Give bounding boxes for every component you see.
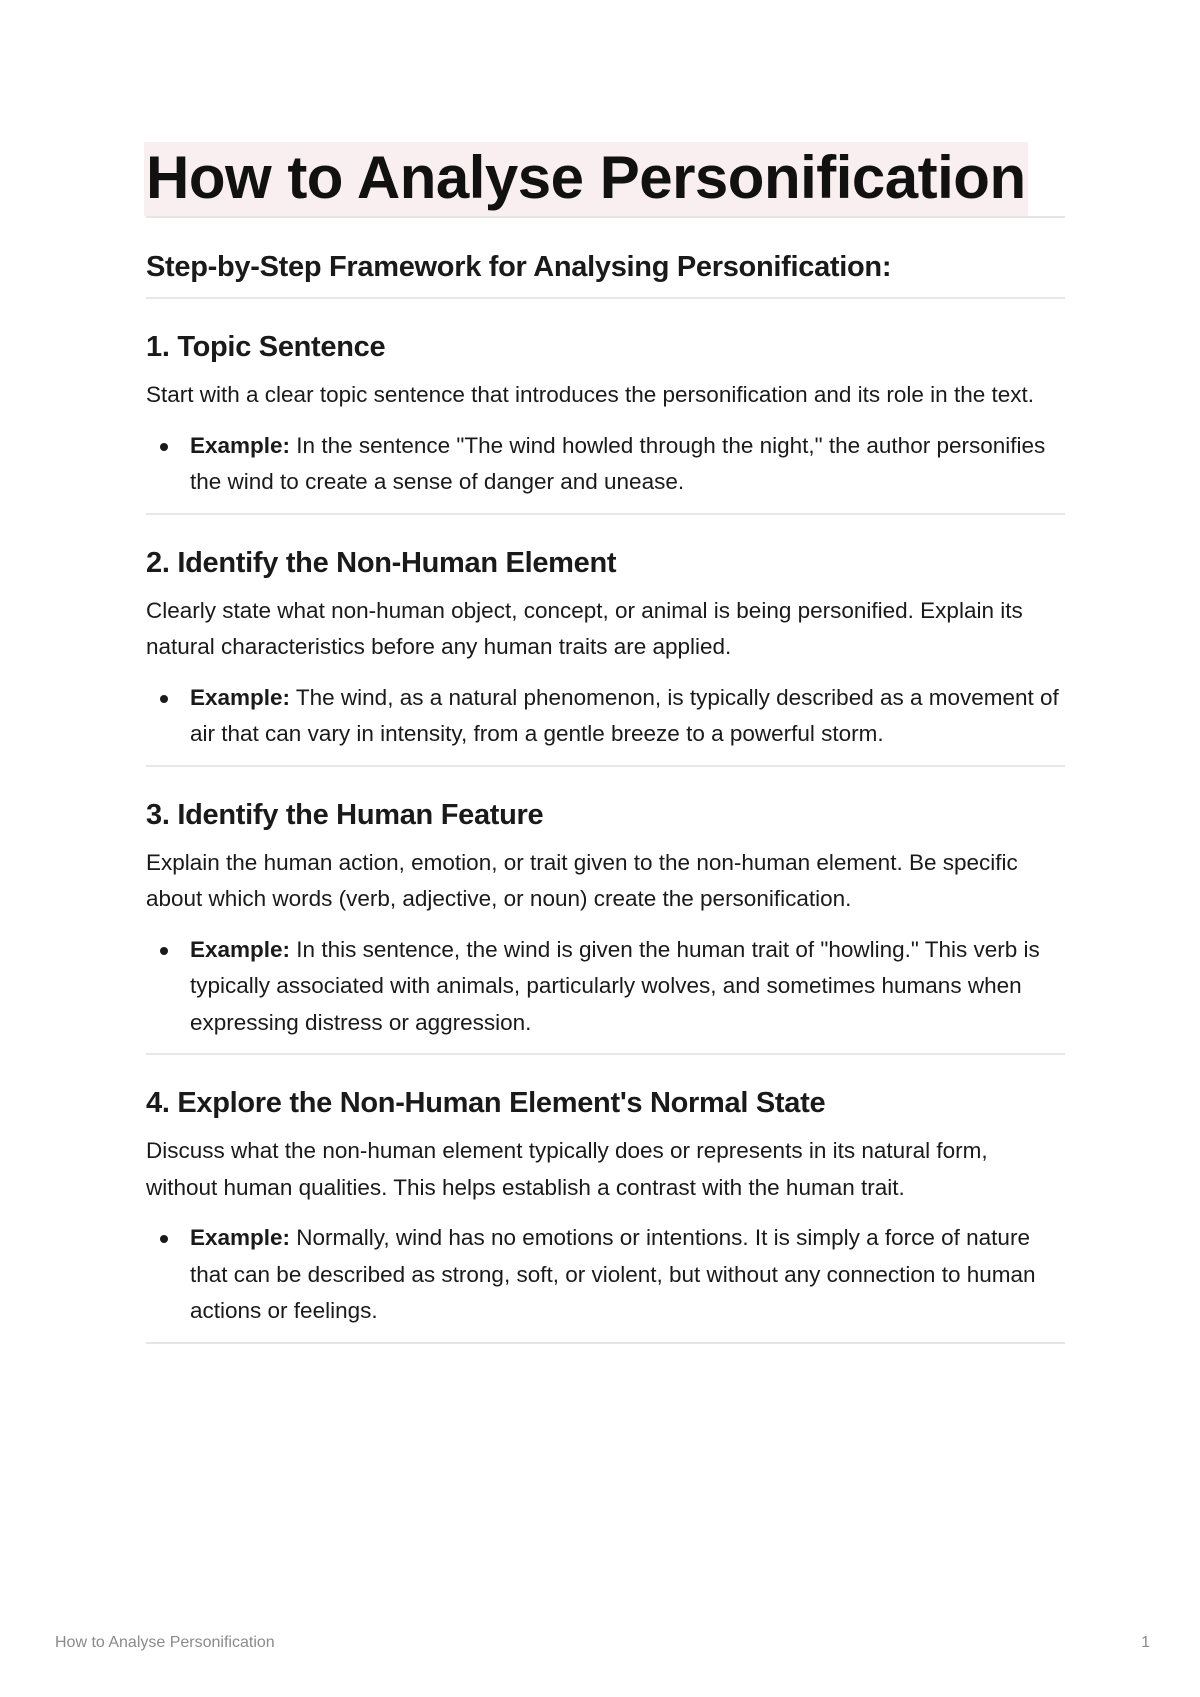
section-heading: 3. Identify the Human Feature bbox=[146, 798, 544, 831]
section-heading: 2. Identify the Non-Human Element bbox=[146, 546, 617, 579]
bullet-icon bbox=[160, 695, 168, 703]
section-normal-state bbox=[146, 1085, 1065, 1330]
example-label: Example: bbox=[190, 1225, 291, 1250]
bullet-icon bbox=[160, 1235, 168, 1243]
example-label: Example: bbox=[190, 432, 291, 458]
example-item bbox=[190, 428, 1065, 501]
example-label: Example: bbox=[190, 684, 291, 710]
example-item bbox=[190, 1220, 1065, 1330]
example-list bbox=[146, 680, 1065, 753]
section-heading: 4. Explore the Non-Human Element's Normal State bbox=[146, 1087, 826, 1119]
example-item bbox=[190, 680, 1065, 753]
title-highlight bbox=[144, 142, 1028, 216]
section-body: Clearly state what non-human object, concept, or animal is being personified. Explain its natural characteristics before any human traits are applied. bbox=[146, 597, 1023, 659]
section-human-feature bbox=[146, 797, 1065, 1042]
section-heading: 1. Topic Sentence bbox=[146, 331, 386, 363]
example-text: In this sentence, the wind is given the human trait of "howling." This verb is typically associated with animals, particularly wolves, and sometimes humans when expressing distress or aggression. bbox=[190, 936, 1040, 1035]
divider bbox=[146, 297, 1065, 299]
page-title: How to Analyse Personification bbox=[146, 144, 1026, 211]
page-number: 1 bbox=[1141, 1634, 1150, 1651]
bullet-icon bbox=[160, 443, 168, 451]
example-text: The wind, as a natural phenomenon, is typically described as a movement of air that can vary in intensity, from a gentle breeze to a powerful storm. bbox=[190, 684, 1059, 746]
example-item bbox=[190, 932, 1065, 1042]
footer-title: How to Analyse Personification bbox=[55, 1634, 275, 1651]
divider bbox=[146, 513, 1065, 515]
divider bbox=[146, 765, 1065, 767]
example-text: In the sentence "The wind howled through the night," the author personifies the wind to create a sense of danger and unease. bbox=[190, 432, 1046, 494]
document-page bbox=[146, 142, 1065, 1344]
example-text: Normally, wind has no emotions or intentions. It is simply a force of nature that can be described as strong, soft, or violent, but without any connection to human actions or feelings. bbox=[190, 1225, 1036, 1323]
section-body: Discuss what the non-human element typically does or represents in its natural form, without human qualities. This helps establish a contrast with the human trait. bbox=[146, 1138, 988, 1200]
divider bbox=[146, 1053, 1065, 1055]
bullet-icon bbox=[160, 947, 168, 955]
example-label: Example: bbox=[190, 936, 291, 962]
example-list bbox=[146, 1220, 1065, 1330]
section-non-human-element bbox=[146, 545, 1065, 753]
example-list bbox=[146, 932, 1065, 1042]
divider bbox=[146, 1342, 1065, 1344]
section-topic-sentence bbox=[146, 329, 1065, 501]
divider bbox=[146, 216, 1065, 218]
example-list bbox=[146, 428, 1065, 501]
section-body: Explain the human action, emotion, or trait given to the non-human element. Be specific about which words (verb, adjective, or noun) create the personification. bbox=[146, 849, 1018, 911]
framework-subtitle: Step-by-Step Framework for Analysing Personification: bbox=[146, 251, 892, 283]
section-body: Start with a clear topic sentence that introduces the personification and its role in the text. bbox=[146, 382, 1034, 407]
